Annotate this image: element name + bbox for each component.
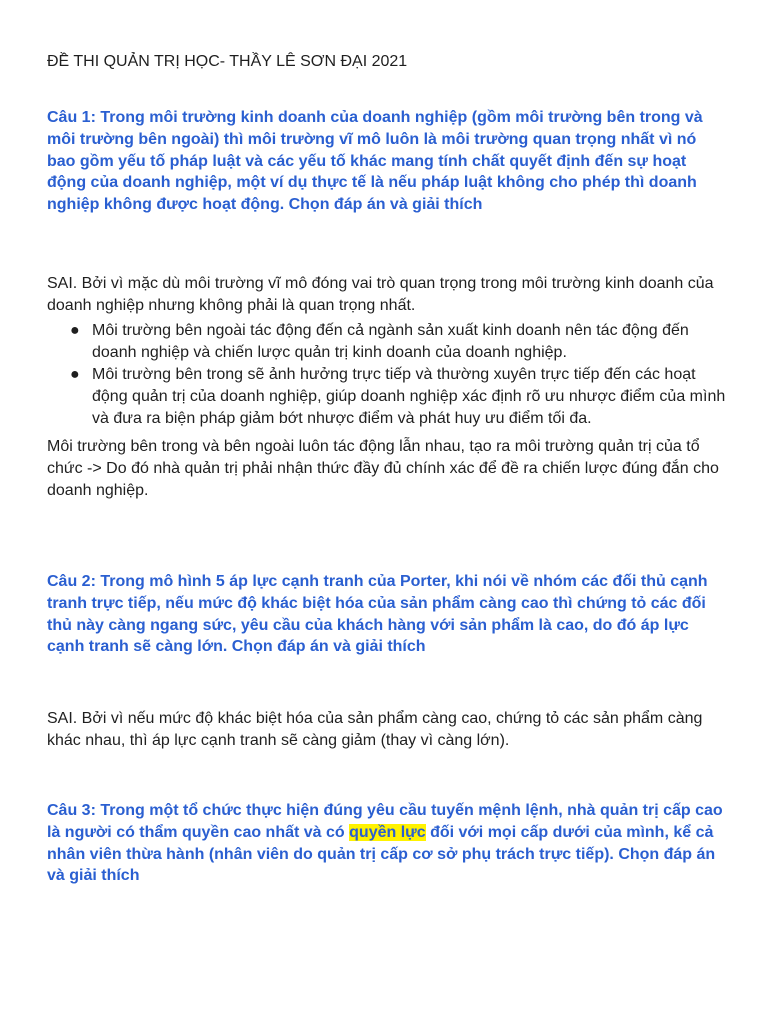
bullet-text: Môi trường bên ngoài tác động đến cả ngành sản xuất kinh doanh nên tác động đến doanh nghiệp và chiến lược quản trị kinh doanh của doanh nghiệp.	[92, 322, 689, 361]
answer-1	[47, 273, 727, 502]
answer-2-text: SAI. Bởi vì nếu mức độ khác biệt hóa của sản phẩm càng cao, chứng tỏ các sản phẩm càng khác nhau, thì áp lực cạnh tranh sẽ càng giảm (thay vì càng lớn).	[47, 710, 703, 749]
question-1: Câu 1: Trong môi trường kinh doanh của doanh nghiệp (gồm môi trường bên trong và môi trường bên ngoài) thì môi trường vĩ mô luôn là môi trường quan trọng nhất vì nó bao gồm yếu tố pháp luật và các yếu tố khác mang tính chất quyết định đến sự hoạt động của doanh nghiệp, một ví dụ thực tế là nếu pháp luật không cho phép thì doanh nghiệp không được hoạt động. Chọn đáp án và giải thích	[47, 109, 703, 214]
question-3-text-after: đối với mọi cấp dưới của mình, kể cả nhân viên thừa hành (nhân viên do quản trị cấp cơ sở phụ trách trực tiếp). Chọn đáp án và giải thích	[47, 823, 716, 885]
answer-1-bullet-list	[47, 320, 727, 430]
document-title: ĐỀ THI QUẢN TRỊ HỌC- THẦY LÊ SƠN ĐẠI 2021	[47, 53, 408, 70]
answer-1-bullet	[47, 320, 727, 364]
answer-1-conclusion: Môi trường bên trong và bên ngoài luôn tác động lẫn nhau, tạo ra môi trường quản trị của tổ chức -> Do đó nhà quản trị phải nhận thức đầy đủ chính xác để đề ra chiến lược đúng đắn cho doanh nghiệp.	[47, 438, 719, 499]
highlighted-text: quyền lực	[349, 823, 426, 841]
answer-2	[47, 708, 727, 752]
bullet-icon: ●	[70, 322, 80, 339]
answer-1-bullet	[47, 364, 727, 430]
answer-1-intro: SAI. Bởi vì mặc dù môi trường vĩ mô đóng vai trò quan trọng trong môi trường kinh doanh của doanh nghiệp nhưng không phải là quan trọng nhất.	[47, 275, 714, 314]
question-3-text-before: Câu 3: Trong một tổ chức thực hiện đúng yêu cầu tuyến mệnh lệnh, nhà quản trị cấp cao là người có thẩm quyền cao nhất và có	[47, 802, 723, 841]
question-2: Câu 2: Trong mô hình 5 áp lực cạnh tranh của Porter, khi nói về nhóm các đối thủ cạnh tranh trực tiếp, nếu mức độ khác biệt hóa của sản phẩm càng cao thì chứng tỏ các đối thủ này càng ngang sức, yêu cầu của khách hàng với sản phẩm là cao, do đó áp lực cạnh tranh sẽ càng lớn. Chọn đáp án và giải thích	[47, 573, 708, 656]
bullet-icon: ●	[70, 366, 80, 383]
bullet-text: Môi trường bên trong sẽ ảnh hưởng trực tiếp và thường xuyên trực tiếp đến các hoạt động quản trị của doanh nghiệp, giúp doanh nghiệp xác định rõ ưu nhược điểm của mình và đưa ra biện pháp giảm bớt nhược điểm và phát huy ưu điểm tối đa.	[92, 366, 726, 427]
question-3	[47, 800, 727, 887]
